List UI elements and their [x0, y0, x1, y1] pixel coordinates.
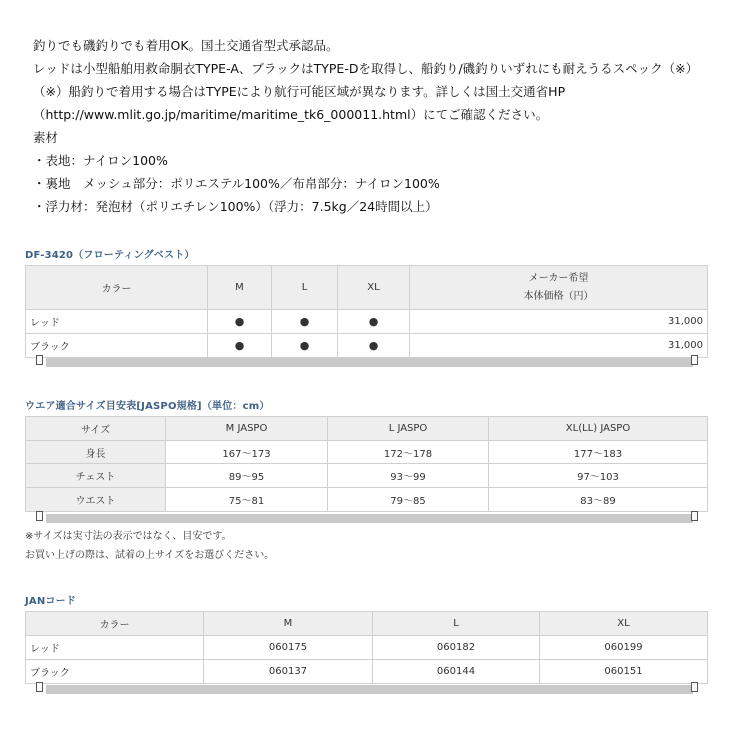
- table-header-row: [26, 612, 708, 636]
- jan-code-cell: 060151: [540, 660, 708, 684]
- table-row: [26, 464, 708, 488]
- column-header: カラー: [26, 612, 204, 636]
- color-cell: レッド: [26, 636, 204, 660]
- column-header: L JASPO: [328, 417, 489, 441]
- size-table-scrollbar[interactable]: [25, 511, 707, 524]
- availability-cell: ●: [208, 310, 272, 334]
- size-notes: [25, 527, 274, 565]
- scrollbar-track[interactable]: [46, 685, 693, 694]
- availability-cell: ●: [338, 334, 410, 358]
- size-cell: 177〜183: [489, 441, 708, 464]
- column-header: L: [272, 266, 338, 310]
- table-header-row: [26, 417, 708, 441]
- price-table: [25, 265, 708, 358]
- table-row: [26, 310, 708, 334]
- scrollbar-track[interactable]: [46, 514, 693, 523]
- intro-line: （http://www.mlit.go.jp/maritime/maritime_tk6_000011.html）にてご確認ください。: [33, 107, 549, 122]
- table-row: [26, 488, 708, 512]
- scroll-left-button[interactable]: [36, 511, 43, 521]
- jan-code-cell: 060137: [204, 660, 373, 684]
- size-cell: 75〜81: [166, 488, 328, 512]
- intro-line: ・表地：ナイロン100%: [33, 153, 168, 168]
- column-header: L: [373, 612, 540, 636]
- scroll-left-button[interactable]: [36, 355, 43, 365]
- jan-code-cell: 060199: [540, 636, 708, 660]
- size-cell: 93〜99: [328, 464, 489, 488]
- availability-cell: ●: [338, 310, 410, 334]
- jan-code-cell: 060182: [373, 636, 540, 660]
- intro-line: レッドは小型船舶用救命胴衣TYPE-A、ブラックはTYPE-Dを取得し、船釣り/磯釣りいずれにも耐えうるスペック（※）: [33, 61, 699, 76]
- availability-cell: ●: [272, 310, 338, 334]
- table-row: [26, 441, 708, 464]
- table-header-row: [26, 266, 708, 310]
- size-cell: 167〜173: [166, 441, 328, 464]
- column-header: XL: [540, 612, 708, 636]
- column-header: XL(LL) JASPO: [489, 417, 708, 441]
- intro-line: ・裏地 メッシュ部分：ポリエステル100%／布帛部分：ナイロン100%: [33, 176, 440, 191]
- size-cell: 83〜89: [489, 488, 708, 512]
- row-header: 身長: [26, 441, 166, 464]
- jan-table-scrollbar[interactable]: [25, 682, 707, 695]
- jan-table-title: JANコード: [25, 596, 77, 607]
- color-cell: レッド: [26, 310, 208, 334]
- size-note: お買い上げの際は、試着の上サイズをお選びください。: [25, 550, 275, 561]
- jan-code-cell: 060144: [373, 660, 540, 684]
- product-description: [33, 34, 733, 218]
- table-row: [26, 660, 708, 684]
- price-table-title: DF-3420（フローティングベスト）: [25, 250, 195, 261]
- column-header-line: 本体価格（円）: [523, 290, 594, 302]
- row-header: チェスト: [26, 464, 166, 488]
- scroll-right-button[interactable]: [691, 355, 698, 365]
- scrollbar-track[interactable]: [46, 358, 693, 367]
- table-row: [26, 636, 708, 660]
- size-cell: 172〜178: [328, 441, 489, 464]
- column-header: M: [208, 266, 272, 310]
- price-table-scrollbar[interactable]: [25, 355, 707, 368]
- column-header: カラー: [26, 266, 208, 310]
- price-column-header: [410, 266, 708, 310]
- availability-cell: ●: [272, 334, 338, 358]
- size-cell: 97〜103: [489, 464, 708, 488]
- size-note: ※サイズは実寸法の表示ではなく、目安です。: [25, 531, 232, 542]
- intro-line: 素材: [33, 130, 59, 145]
- column-header: M JASPO: [166, 417, 328, 441]
- size-table: [25, 416, 708, 512]
- column-header-line: メーカー希望: [528, 272, 589, 284]
- availability-cell: ●: [208, 334, 272, 358]
- scroll-right-button[interactable]: [691, 511, 698, 521]
- intro-line: ・浮力材：発泡材（ポリエチレン100%）（浮力：7.5kg／24時間以上）: [33, 199, 438, 214]
- color-cell: ブラック: [26, 334, 208, 358]
- intro-line: （※）船釣りで着用する場合はTYPEにより航行可能区域が異なります。詳しくは国土交通省HP: [33, 84, 566, 99]
- column-header: M: [204, 612, 373, 636]
- price-cell: 31,000: [410, 310, 708, 334]
- size-cell: 79〜85: [328, 488, 489, 512]
- size-cell: 89〜95: [166, 464, 328, 488]
- intro-line: 釣りでも磯釣りでも着用OK。国土交通省型式承認品。: [33, 38, 339, 53]
- jan-table: [25, 611, 708, 684]
- column-header: XL: [338, 266, 410, 310]
- jan-code-cell: 060175: [204, 636, 373, 660]
- scroll-right-button[interactable]: [691, 682, 698, 692]
- scroll-left-button[interactable]: [36, 682, 43, 692]
- column-header: サイズ: [26, 417, 166, 441]
- color-cell: ブラック: [26, 660, 204, 684]
- size-table-title: ウエア適合サイズ目安表[JASPO規格]（単位：cm）: [25, 401, 270, 412]
- row-header: ウエスト: [26, 488, 166, 512]
- price-cell: 31,000: [410, 334, 708, 358]
- table-row: [26, 334, 708, 358]
